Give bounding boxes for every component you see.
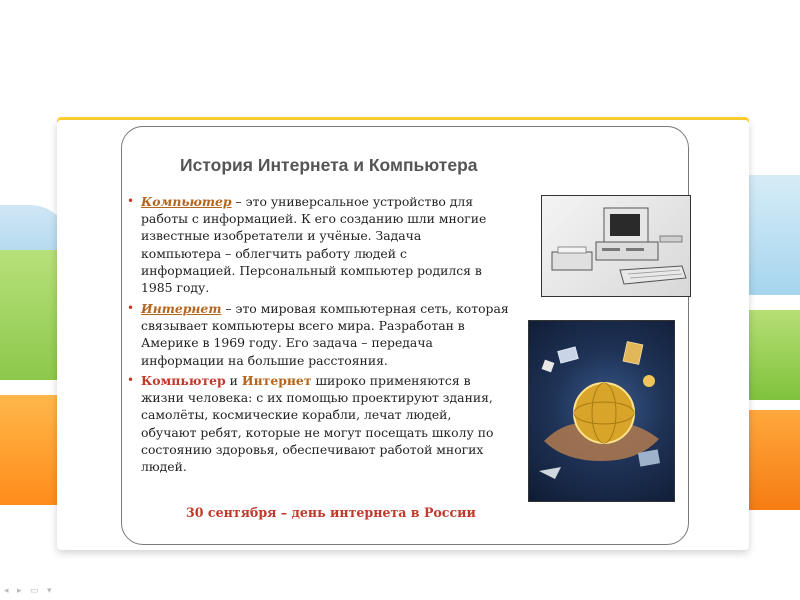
paragraph-line: самолёты, космические корабли, лечат людей,: [141, 407, 452, 423]
paragraph-line: компьютера – облегчить работу людей с: [141, 245, 407, 261]
paragraph-line: – это универсальное устройство для: [231, 194, 474, 209]
paragraph-line: состоянию здоровья, обеспечивают работой многих: [141, 441, 484, 457]
date-highlight: 30 сентября – день интернета в России: [186, 505, 476, 520]
term-computer-bold: Компьютер: [141, 373, 226, 388]
presentation-footer: [0, 583, 800, 600]
bg-decor-orange-right: [740, 410, 800, 510]
paragraph-line: жизни человека: с их помощью проектируют здания,: [141, 390, 493, 406]
paragraph-text: [141, 300, 537, 369]
bg-decor-green-right: [740, 310, 800, 400]
paragraph-internet: [127, 300, 537, 369]
bg-decor-blue-right: [740, 175, 800, 295]
paragraph-line: информации на большие расстояния.: [141, 352, 388, 368]
paragraph-text: [141, 372, 537, 475]
bullet-icon: •: [127, 301, 135, 315]
paragraph-line: информацией. Персональный компьютер родился в: [141, 262, 482, 278]
bullet-icon: •: [127, 373, 135, 387]
bullet-icon: •: [127, 194, 135, 208]
internet-globe-image: [528, 320, 675, 502]
paragraph-computer: [127, 193, 537, 296]
paragraph-line: – это мировая компьютерная сеть, которая: [221, 301, 509, 316]
paragraph-line: людей.: [141, 459, 187, 475]
computer-image: [541, 195, 691, 297]
term-computer: Компьютер: [141, 194, 232, 209]
connector-text: и: [225, 373, 242, 388]
paragraph-line: 1985 году.: [141, 280, 210, 296]
term-internet: Интернет: [141, 301, 222, 316]
term-internet-bold: Интернет: [241, 373, 312, 388]
slide-nav-icons[interactable]: ◂ ▸ ▭ ▾: [4, 585, 55, 595]
globe-illustration: [529, 321, 674, 501]
paragraph-usage: [127, 372, 537, 475]
slide-title: История Интернета и Компьютера: [180, 155, 478, 175]
paragraph-text: [141, 193, 537, 296]
paragraph-line: широко применяются в: [311, 373, 471, 388]
computer-illustration: [542, 196, 690, 296]
paragraph-line: обучают ребят, которые не могут посещать школу по: [141, 424, 494, 440]
paragraph-line: связывает компьютеры всего мира. Разработан в: [141, 318, 465, 334]
paragraph-line: Америке в 1969 году. Его задача – передача: [141, 335, 433, 351]
paragraph-line: известные изобретатели и учёные. Задача: [141, 228, 422, 244]
paragraph-line: работы с информацией. К его созданию шли многие: [141, 211, 487, 227]
